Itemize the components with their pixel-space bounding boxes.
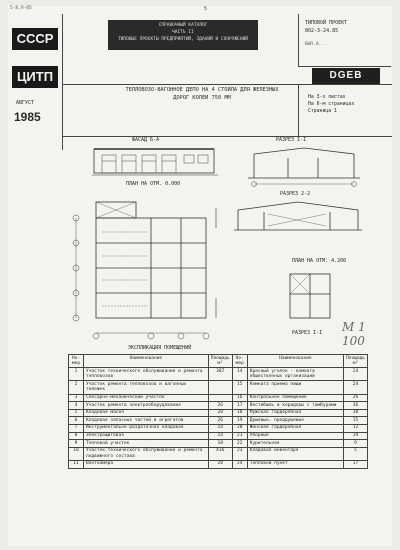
room-area: 19 (344, 432, 368, 440)
section-label: РАЗРЕЗ I-I (292, 330, 323, 336)
room-number: 11 (69, 460, 84, 468)
catalog-line: СПРАВОЧНЫЙ КАТАЛОГ (158, 23, 208, 28)
room-area (208, 394, 232, 402)
sheet-info (308, 94, 354, 115)
sheet-info-line: На 6-м страницах (308, 102, 355, 107)
room-number: 22 (232, 440, 247, 448)
room-name: Тепловой участок (84, 440, 209, 448)
room-area: 28 (208, 460, 232, 468)
room-number: 20 (232, 424, 247, 432)
sheet-info-line: На 3-х листах (308, 95, 346, 100)
room-name: Инструментально-раздаточная кладовая (84, 424, 209, 432)
table-row (69, 394, 368, 402)
catalog-line: ТИПОВЫЕ ПРОЕКТЫ ПРЕДПРИЯТИЙ, ЗДАНИЙ И СООРУЖЕНИЙ (117, 37, 249, 42)
room-name: Кладовая масел (84, 409, 209, 417)
room-number: 21 (232, 432, 247, 440)
room-area: 5 (344, 447, 368, 460)
upper-plan-drawing (284, 268, 340, 326)
room-area: 24 (344, 368, 368, 381)
room-area: 18 (208, 440, 232, 448)
room-name: Уборные (247, 432, 343, 440)
title-line: ДОРОГ КОЛЕИ 750 ММ (173, 95, 231, 101)
table-row (69, 447, 368, 460)
room-number: 9 (69, 440, 84, 448)
table-header-row (69, 355, 368, 368)
room-number: 1 (69, 368, 84, 381)
room-area: 26 (344, 394, 368, 402)
table-row (69, 368, 368, 381)
room-area: 24 (344, 381, 368, 394)
room-name: Вестибюль и коридоры с тамбурами (247, 402, 343, 410)
room-area: 387 (208, 368, 232, 381)
room-name: Женская гардеробная (247, 424, 343, 432)
catalog-line: ЧАСТЬ II (172, 30, 194, 35)
plan-label: ПЛАН НА ОТМ. 0.000 (126, 181, 181, 187)
room-number: 23 (232, 447, 247, 460)
room-number: 18 (232, 409, 247, 417)
column-header: Но- мер (232, 355, 247, 368)
handwritten-note: М 1 100 (342, 320, 366, 348)
divider (62, 136, 392, 137)
room-number: 19 (232, 417, 247, 425)
facade-drawing (92, 143, 218, 179)
table-row (69, 440, 368, 448)
institute-stamp (8, 14, 63, 150)
room-name: Слесарно-механический участок (84, 394, 209, 402)
table-row (69, 432, 368, 440)
room-area: 14 (208, 432, 232, 440)
room-number: 24 (232, 460, 247, 468)
divider (298, 84, 299, 136)
divider (62, 84, 392, 85)
facade-label: ФАСАД Б-А (132, 137, 160, 143)
table-row (69, 402, 368, 410)
month-label: АВГУСТ (16, 100, 35, 106)
project-label: ТИПОВОЙ ПРОЕКТ (305, 20, 348, 26)
section-drawing (234, 198, 362, 238)
room-name: Кладовая запасных частей и агрегатов (84, 417, 209, 425)
room-name: Участок ремонта тепловозов и вагонных тележек (84, 381, 209, 394)
title-line: ТЕПЛОВОЗО-ВАГОННОЕ ДЕПО НА 4 СТОЙЛА ДЛЯ ЖЕЛЕЗНЫХ (125, 87, 279, 93)
room-number: 17 (232, 402, 247, 410)
room-name: Тепловой пункт (247, 460, 343, 468)
room-area: 36 (344, 402, 368, 410)
room-area: 9 (344, 440, 368, 448)
top-code: 5-8,9-85 (10, 6, 32, 11)
room-number: 2 (69, 381, 84, 394)
room-area: 26 (208, 417, 232, 425)
room-area: 12 (344, 424, 368, 432)
project-issue: ВЫП.0... (305, 42, 327, 47)
explication-title: ЭКСПЛИКАЦИЯ ПОМЕЩЕНИЙ (128, 345, 192, 351)
country-label: СССР (12, 28, 58, 50)
sheet-info-line: Страница 1 (308, 109, 337, 114)
room-name: Участок ремонта электрооборудования (84, 402, 209, 410)
section-drawing (248, 144, 360, 188)
table-row (69, 424, 368, 432)
project-code: DGEB (312, 68, 380, 84)
section-label: РАЗРЕЗ 2-2 (280, 191, 311, 197)
room-area (208, 381, 232, 394)
room-area: 416 (208, 447, 232, 460)
column-header: Но- мер (69, 355, 84, 368)
room-name: Душевые, преддушевые (247, 417, 343, 425)
room-area: 15 (344, 417, 368, 425)
room-name: Курительная (247, 440, 343, 448)
room-number: 14 (232, 368, 247, 381)
room-number: 4 (69, 402, 84, 410)
year-label: 1985 (14, 110, 41, 124)
column-header: Площадь м² (208, 355, 232, 368)
column-header: Наименование (247, 355, 343, 368)
document-sheet (8, 6, 392, 546)
room-number: 10 (69, 447, 84, 460)
section-label: РАЗРЕЗ I-I (276, 137, 307, 143)
room-number: 6 (69, 417, 84, 425)
table-row (69, 460, 368, 468)
room-number: 16 (232, 394, 247, 402)
room-number: 7 (69, 424, 84, 432)
room-name: Контрольное помещение (247, 394, 343, 402)
room-name: Кладовая инвентаря (247, 447, 343, 460)
room-area: 14 (208, 424, 232, 432)
room-number: 15 (232, 381, 247, 394)
room-number: 5 (69, 409, 84, 417)
room-area: 38 (344, 409, 368, 417)
plan-drawing (66, 188, 246, 343)
room-name: Венткамера (84, 460, 209, 468)
room-number: 3 (69, 394, 84, 402)
room-name: Участок технического обслуживания и ремонта тепловозов (84, 368, 209, 381)
room-number: 8 (69, 432, 84, 440)
table-row (69, 417, 368, 425)
room-name: Мужская гардеробная (247, 409, 343, 417)
table-row (69, 409, 368, 417)
room-name: Участок технического обслуживания и ремонта подвижного состава (84, 447, 209, 460)
document-title (112, 86, 292, 102)
page-number: 5 (204, 6, 208, 12)
room-area: 20 (208, 409, 232, 417)
room-area: 26 (208, 402, 232, 410)
column-header: Площадь м² (344, 355, 368, 368)
project-box (298, 14, 391, 67)
column-header: Наименование (84, 355, 209, 368)
plan-label: ПЛАН НА ОТМ. 4.200 (292, 258, 347, 264)
institute-label: ЦИТП (12, 66, 58, 88)
project-number: 802-3-24.85 (305, 28, 339, 34)
room-area: 17 (344, 460, 368, 468)
explication-table (68, 354, 368, 469)
table-row (69, 381, 368, 394)
room-name: Комната приема пищи (247, 381, 343, 394)
room-name: Красный уголок - комната общественных организаций (247, 368, 343, 381)
catalog-title-block (108, 20, 258, 50)
room-name: Электрощитовая (84, 432, 209, 440)
